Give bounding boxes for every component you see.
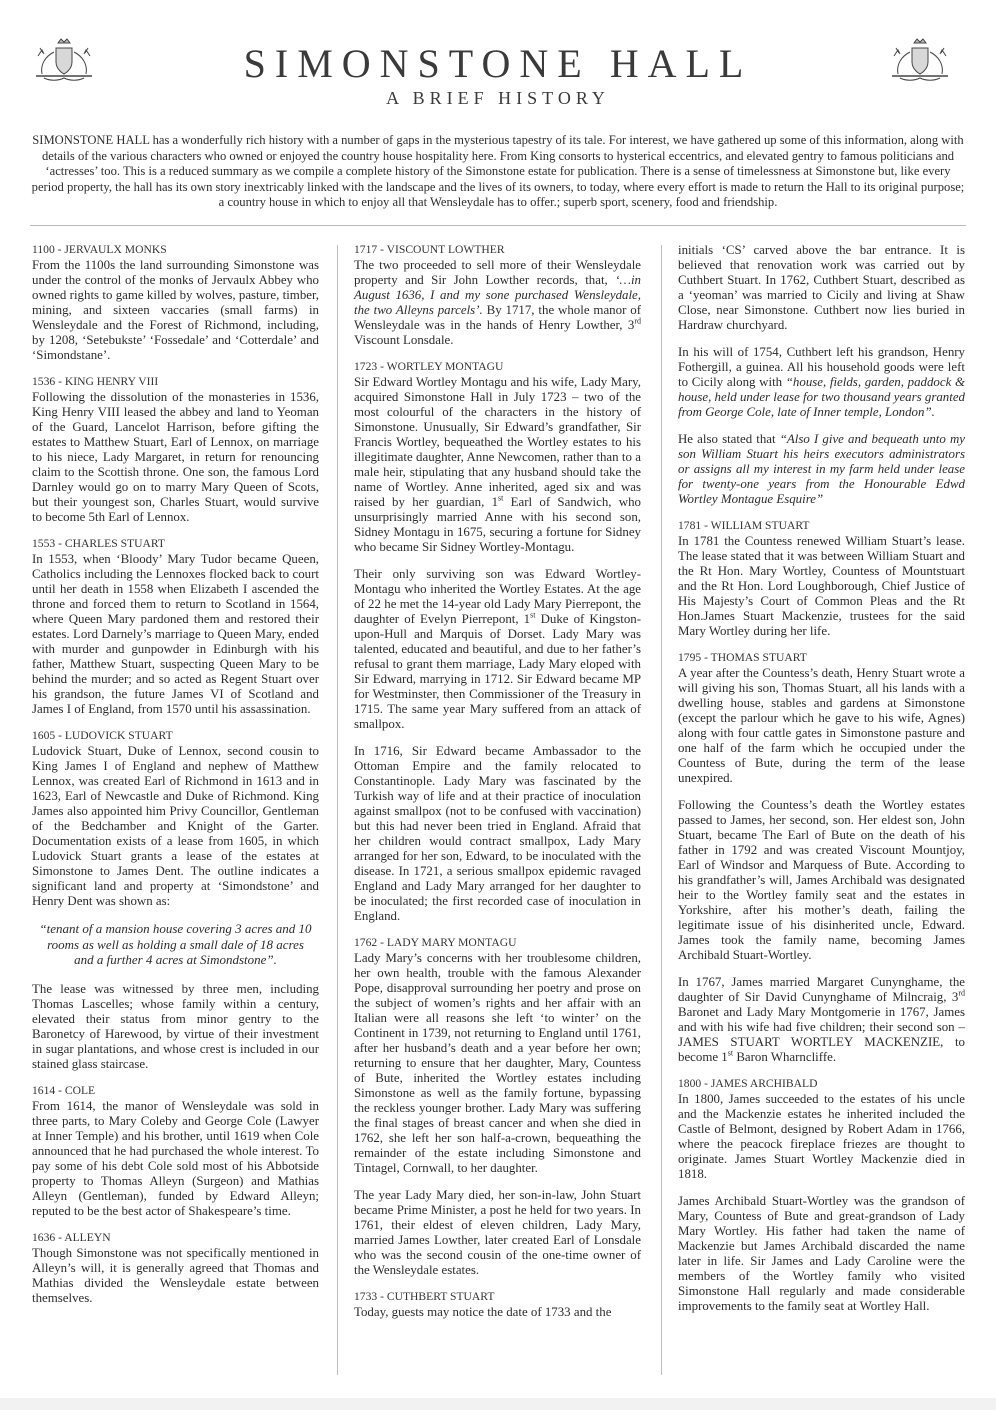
section-heading: 1762 - LADY MARY MONTAGU bbox=[354, 936, 517, 949]
section-text: Their only surviving son was Edward Wortley-Montagu who inherited the Wortley Estates. At the age of 22 he met the 14-year old Lady Mary Pierrepont, the daughter of Evelyn Pierrepont, 1st Duke of Kingston-upon-Hull and Marquis of Dorset. Lady Mary was talented, educated and beautiful, and due to her father’s refusal to grant them marriage, Lady Mary eloped with Sir Edward, marrying in 1712. Sir Edward became MP for Westminster, then Commissioner of the Treasury in 1715. The same year Mary suffered from an attack of smallpox. bbox=[354, 567, 641, 731]
section-text: In 1553, when ‘Bloody’ Mary Tudor became Queen, Catholics including the Lennoxes flocked back to court until her death in 1558 when Elizabeth I ascended the throne and forced them to return to Scotland in 1564, where Queen Mary pardoned them and restored their estates. Lord Darnely’s marriage to Queen Mary, ended with murder and gunpowder in Edinburgh with his father, Matthew Stuart, suspecting Queen Mary to be behind the murder; and so acted as Regent Stuart over his grandson, the future James VI of Scotland and James I of England, from 1570 until his assassination. bbox=[32, 552, 319, 716]
section-text: Following the Countess’s death the Wortley estates passed to James, her second, son. Her eldest son, John Stuart, became The Earl of Bute on the death of his father in 1792 and was created Viscount Mountjoy, Earl of Windsor and Marquess of Bute. According to his grandfather’s will, James Archibald was designated heir to the Wortley family seat and the estates in Yorkshire, after his mother’s death, failing the legitimate issue of his disinherited uncle, Edward. James took the family name, becoming James Archibald Stuart-Wortley. bbox=[678, 798, 965, 962]
intro-paragraph: SIMONSTONE HALL has a wonderfully rich history with a number of gaps in the mysterious tapestry of its tale. For interest, we have gathered up some of this information, along with details of the various characters who owned or enjoyed the country house hospitality here. From King consorts to hysterical eccentrics, and elevated gentry to famous politicians and ‘actresses’ too. This is a reduced summary as we compile a complete history of the Simonstone estate for publication. There is a sense of timelessness at Simonstone but, like every period property, the hall has its own story inextricably linked with the landscape and the lives of its owners, to today, where every effort is made to return the Hall to its original purpose; a country house in which to enjoy all that Wensleydale has to offer.; superb sport, scenery, food and friendship. bbox=[31, 133, 965, 210]
section-text: The year Lady Mary died, her son-in-law, John Stuart became Prime Minister, a post he held for two years. In 1761, their eldest of eleven children, Lady Mary, married James Lowther, later created Earl of Lonsdale who was the second cousin of the one-time owner of the Wensleydale estates. bbox=[354, 1188, 641, 1277]
section-text: The two proceeded to sell more of their Wensleydale property and Sir John Lowther records, that, ‘…in August 1636, I and my sone purchased Wensleydale, the two Alleyns parcels’. By 1717, the whole manor of Wensleydale was in the hands of Henry Lowther, 3rd Viscount Lonsdale. bbox=[354, 258, 641, 347]
section-heading: 1605 - LUDOVICK STUART bbox=[32, 729, 173, 742]
section-text: Lady Mary’s concerns with her troublesome children, her own health, trouble with the famous Alexander Pope, disapproval surrounding her poetry and prose on the subject of women’s rights and her affair with an Italian were all reasons she left ‘to winter’ on the Continent in 1739, not returning to England until 1761, after her husband’s death and a year before her own; returning to ensure that her daughter, Mary, Countess of Bute, inherited the Wortley estates including Simonstone as well as the family fortune, bypassing the reckless younger brother. Lady Mary was suffering the final stages of breast cancer and when she died in 1762, she left her son half-a-crown, bequeathing the remainder of the estate including Simonstone and Tintagel, Cornwall, to her daughter. bbox=[354, 951, 641, 1175]
section-text: Sir Edward Wortley Montagu and his wife, Lady Mary, acquired Simonstone Hall in July 1723 – two of the most colourful of the characters in the history of Simonstone. Unusually, Sir Edward’s grandfather, Sir Francis Wortley, bequeathed the Wortley estates to his illegitimate daughter, Anne Newcomen, rather than to a male heir, stipulating that any husband should take the name of Wortley. Anne inherited, aged six and was raised by her guardian, 1st Earl of Sandwich, who unsurprisingly married Anne with his second son, Sidney Montagu in 1675, securing a fortune for Sidney who became Sir Sidney Wortley-Montagu. bbox=[354, 375, 641, 554]
section-text: Though Simonstone was not specifically mentioned in Alleyn’s will, it is generally agreed that Thomas and Mathias divided the Wensleydale estate between themselves. bbox=[32, 1245, 319, 1305]
column-1 bbox=[32, 243, 319, 1318]
section-text: In 1716, Sir Edward became Ambassador to the Ottoman Empire and the family relocated to Constantinople. Lady Mary was fascinated by the Turkish way of life and at their practice of inoculation against smallpox (not to be confused with vaccination) but this had never been tried in England. Afraid that her children would contract smallpox, Lady Mary arranged for her son, Edward, to be inoculated with the disease. In 1721, a serious smallpox epidemic ravaged England and Lady Mary arranged for her daughter to be inoculated; the first recorded case of inoculation in England. bbox=[354, 744, 641, 923]
section-heading: 1636 - ALLEYN bbox=[32, 1230, 111, 1244]
section-heading: 1795 - THOMAS STUART bbox=[678, 651, 807, 664]
inline-quote: “house, fields, garden, paddock & house, held under lease for two thousand years granted from George Cole, late of Inner temple, London”. bbox=[678, 375, 966, 419]
inline-quote: ‘…in August 1636, I and my sone purchased Wensleydale, the two Alleyns parcels’. bbox=[354, 273, 641, 317]
section-heading: 1536 - KING HENRY VIII bbox=[32, 375, 159, 388]
section-heading: 1781 - WILLIAM STUART bbox=[678, 519, 810, 532]
header-divider bbox=[30, 225, 966, 226]
column-3 bbox=[678, 243, 965, 1326]
lease-quote: “tenant of a mansion house covering 3 acres and 10 rooms as well as holding a small dale of 18 acres and a further 4 acres at Simondstone”. bbox=[39, 921, 312, 967]
column-divider bbox=[661, 245, 662, 1375]
section-heading: 1614 - COLE bbox=[32, 1083, 96, 1097]
section-text: In 1781 the Countess renewed William Stuart’s lease. The lease stated that it was between William Stuart and the Rt Hon. Mary Wortley, Countess of Mountstuart and the Rt Hon. Lord Loughborough, Chief Justice of His Majesty’s Court of Common Pleas and the Rt Hon.James Stuart Mackenzie, trustees for the said Mary Wortley during her life. bbox=[678, 534, 965, 638]
section-heading: 1553 - CHARLES STUART bbox=[32, 537, 165, 550]
section-text: The lease was witnessed by three men, including Thomas Lascelles; whose family within a century, elevated their status from minor gentry to the Baronetcy of Harewood, by virtue of their investment in sugar plantations, and whose crest is included in our stained glass staircase. bbox=[32, 981, 319, 1071]
section-text: A year after the Countess’s death, Henry Stuart wrote a will giving his son, Thomas Stuart, all his lands with a dwelling house, stables and gardens at Simonstone (except the parlour which he gave to his wife, Agnes) along with four cattle gates in Simonstone pasture and one half of the farm which he occupied under the Countess of Bute, during the term of the lease unexpired. bbox=[678, 666, 965, 785]
section-text: Following the dissolution of the monasteries in 1536, King Henry VIII leased the abbey and land to Yeoman of the Guard, Lancelot Harrison, before gifting the estates to Matthew Stuart, Earl of Lennox, on marriage to his niece, Lady Margaret, in return for renouncing claim to the Scottish throne. One son, the famous Lord Darnley would go on to marry Mary Queen of Scots, but their youngest son, Charles Stuart, would survive to become 5th Earl of Lennox. bbox=[32, 390, 319, 524]
column-2 bbox=[354, 243, 641, 1332]
section-text: Today, guests may notice the date of 1733 and the bbox=[354, 1305, 612, 1319]
section-heading: 1100 - JERVAULX MONKS bbox=[32, 243, 167, 256]
section-text: James Archibald Stuart-Wortley was the grandson of Mary, Countess of Bute and great-grandson of Lady Mary Wortley. His father had taken the name of Mackenzie but James Archibald discarded the name later in life. Sir James and Lady Caroline were the members of the Wortley family who visited Simonstone Hall regularly and made considerable improvements to the family seat at Wortley Hall. bbox=[678, 1194, 965, 1313]
page-subtitle: A BRIEF HISTORY bbox=[386, 88, 610, 108]
section-text: Ludovick Stuart, Duke of Lennox, second cousin to King James I of England and nephew of Matthew Lennox, was created Earl of Richmond in 1613 and in 1623, Earl of Newcastle and Duke of Richmond. King James also appointed him Privy Councillor, Gentleman of the Bedchamber and Knight of the Garter. Documentation exists of a lease from 1605, in which Ludovick Stuart grants a lease of the estates at Simonstone to James Dent. The outline indicates a significant land and property at ‘Simondstone’ and Henry Dent was shown as: bbox=[32, 744, 319, 908]
section-text: He also stated that “Also I give and bequeath unto my son William Stuart his heirs executors administrators or assigns all my interest in my farm held under lease for twenty-one years from the Honourable Edwd Wortley Montague Esquire” bbox=[678, 432, 965, 506]
section-heading: 1723 - WORTLEY MONTAGU bbox=[354, 360, 504, 373]
section-text: In 1800, James succeeded to the estates of his uncle and the Mackenzie estates he inherited included the Castle of Belmont, designed by Robert Adam in 1766, where the peacock fireplace friezes are thought to originate. James Stuart Wortley Mackenzie died in 1818. bbox=[678, 1092, 965, 1181]
section-heading: 1717 - VISCOUNT LOWTHER bbox=[354, 243, 505, 256]
section-text: In 1767, James married Margaret Cunynghame, the daughter of Sir David Cunynghame of Milncraig, 3rd Baronet and Lady Mary Montgomerie in 1767, James and with his wife had five children; their second son – JAMES STUART WORTLEY MACKENZIE, to become 1st Baron Wharncliffe. bbox=[678, 975, 965, 1064]
section-text: In his will of 1754, Cuthbert left his grandson, Henry Fothergill, a guinea. All his household goods were left to Cicily along with “house, fields, garden, paddock & house, held under lease for two thousand years granted from George Cole, late of Inner temple, London”. bbox=[678, 345, 966, 419]
section-text: From 1614, the manor of Wensleydale was sold in three parts, to Mary Coleby and George Cole (Lawyer at Inner Temple) and his brother, until 1619 when Cole announced that he had purchased the whole interest. To pay some of his debt Cole sold most of his Abbotside property to Thomas Alleyn (Surgeon) and Mathias Alleyn (Gentleman), funded by Edward Alleyn; reputed to be the best actor of Shakespeare’s time. bbox=[32, 1098, 319, 1218]
section-heading: 1800 - JAMES ARCHIBALD bbox=[678, 1077, 818, 1090]
section-text: From the 1100s the land surrounding Simonstone was under the control of the monks of Jervaulx Abbey who owned rights to game killed by wolves, pasture, timber, mining, and sixteen vaccaries (small farms) in Wensleydale and the Forest of Richmond, including, by 1208, ‘Setebukste’ ‘Fossedale’ and ‘Cotterdale’ and ‘Simondstane’. bbox=[32, 258, 319, 362]
page-footer-strip bbox=[0, 1398, 996, 1410]
page-title: SIMONSTONE HALL bbox=[243, 41, 753, 86]
inline-quote: “Also I give and bequeath unto my son William Stuart his heirs executors administrators or assigns all my interest in my farm held under lease for twenty-one years from the Honourable Edwd Wortley Montague Esquire” bbox=[678, 432, 965, 506]
section-heading: 1733 - CUTHBERT STUART bbox=[354, 1290, 495, 1303]
column-divider bbox=[337, 245, 338, 1375]
section-text: initials ‘CS’ carved above the bar entrance. It is believed that renovation work was carried out by Cuthbert Stuart. In 1762, Cuthbert Stuart, described as a ‘yeoman’ was married to Cicily and living at Shaw Close, near Simonstone. Cuthbert now lies buried in Hardraw churchyard. bbox=[678, 243, 965, 332]
